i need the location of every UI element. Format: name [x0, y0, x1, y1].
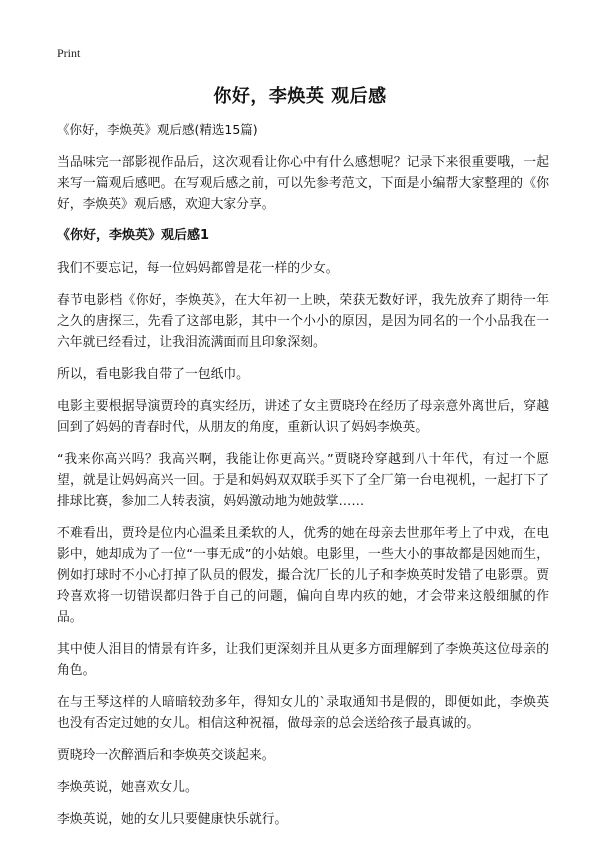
body-paragraph: 其中使人泪目的情景有许多，让我们更深刻并且从更多方面理解到了李焕英这位母亲的角色。 — [57, 642, 549, 678]
body-paragraph: 电影主要根据导演贾玲的真实经历，讲述了女主贾晓玲在经历了母亲意外离世后，穿越回到了妈妈的青春时代，从朋友的角度，重新认识了妈妈李焕英。 — [57, 399, 549, 435]
section-heading: 《你好，李焕英》观后感1 — [57, 228, 210, 243]
print-link[interactable]: Print — [57, 46, 81, 60]
document-body — [57, 120, 549, 841]
body-paragraph: 不难看出，贾玲是位内心温柔且柔软的人，优秀的她在母亲去世那年考上了中戏，在电影中，她却成为了一位“一事无成”的小姑娘。电影里，一些大小的事故都是因她而生，例如打球时不小心打掉了队员的假发，撮合沈厂长的儿子和李焕英时发错了电影票。贾玲喜欢将一切错误都归咎于自己的问题，偏向自卑内疚的她，才会带来这般细腻的作品。 — [57, 526, 549, 625]
document-title: 你好，李焕英 观后感 — [213, 86, 387, 107]
document-subtitle: 《你好，李焕英》观后感(精选15篇) — [57, 122, 258, 137]
body-paragraph: 在与王琴这样的人暗暗较劲多年，得知女儿的`录取通知书是假的，即便如此，李焕英也没有否定过她的女儿。相信这种祝福，做母亲的总会送给孩子最真诚的。 — [57, 695, 549, 731]
body-paragraph: 我们不要忘记，每一位妈妈都曾是花一样的少女。 — [57, 261, 339, 276]
body-paragraph: 贾晓玲一次醉酒后和李焕英交谈起来。 — [57, 748, 275, 763]
body-paragraph: “我来你高兴吗？我高兴啊，我能让你更高兴。”贾晓玲穿越到八十年代，有过一个愿望，就是让妈妈高兴一回。于是和妈妈双双联手买下了全厂第一台电视机，一起打下了排球比赛，参加二人转表演，妈妈激动地为她鼓掌…… — [57, 452, 549, 509]
body-paragraph: 所以，看电影我自带了一包纸巾。 — [57, 367, 249, 382]
body-paragraph: 春节电影档《你好，李焕英》，在大年初一上映，荣获无数好评，我先放弃了期待一年之久的唐探三，先看了这部电影，其中一个小小的原因，是因为同名的一个小品我在一六年就已经看过，让我泪流满面而且印象深刻。 — [57, 293, 549, 350]
intro-paragraph: 当品味完一部影视作品后，这次观看让你心中有什么感想呢？记录下来很重要哦，一起来写一篇观后感吧。在写观后感之前，可以先参考范文，下面是小编帮大家整理的《你好，李焕英》观后感，欢迎大家分享。 — [57, 155, 549, 212]
body-paragraph: 李焕英说，她喜欢女儿。 — [57, 780, 198, 795]
body-paragraph: 李焕英说，她的女儿只要健康快乐就行。 — [57, 812, 288, 827]
